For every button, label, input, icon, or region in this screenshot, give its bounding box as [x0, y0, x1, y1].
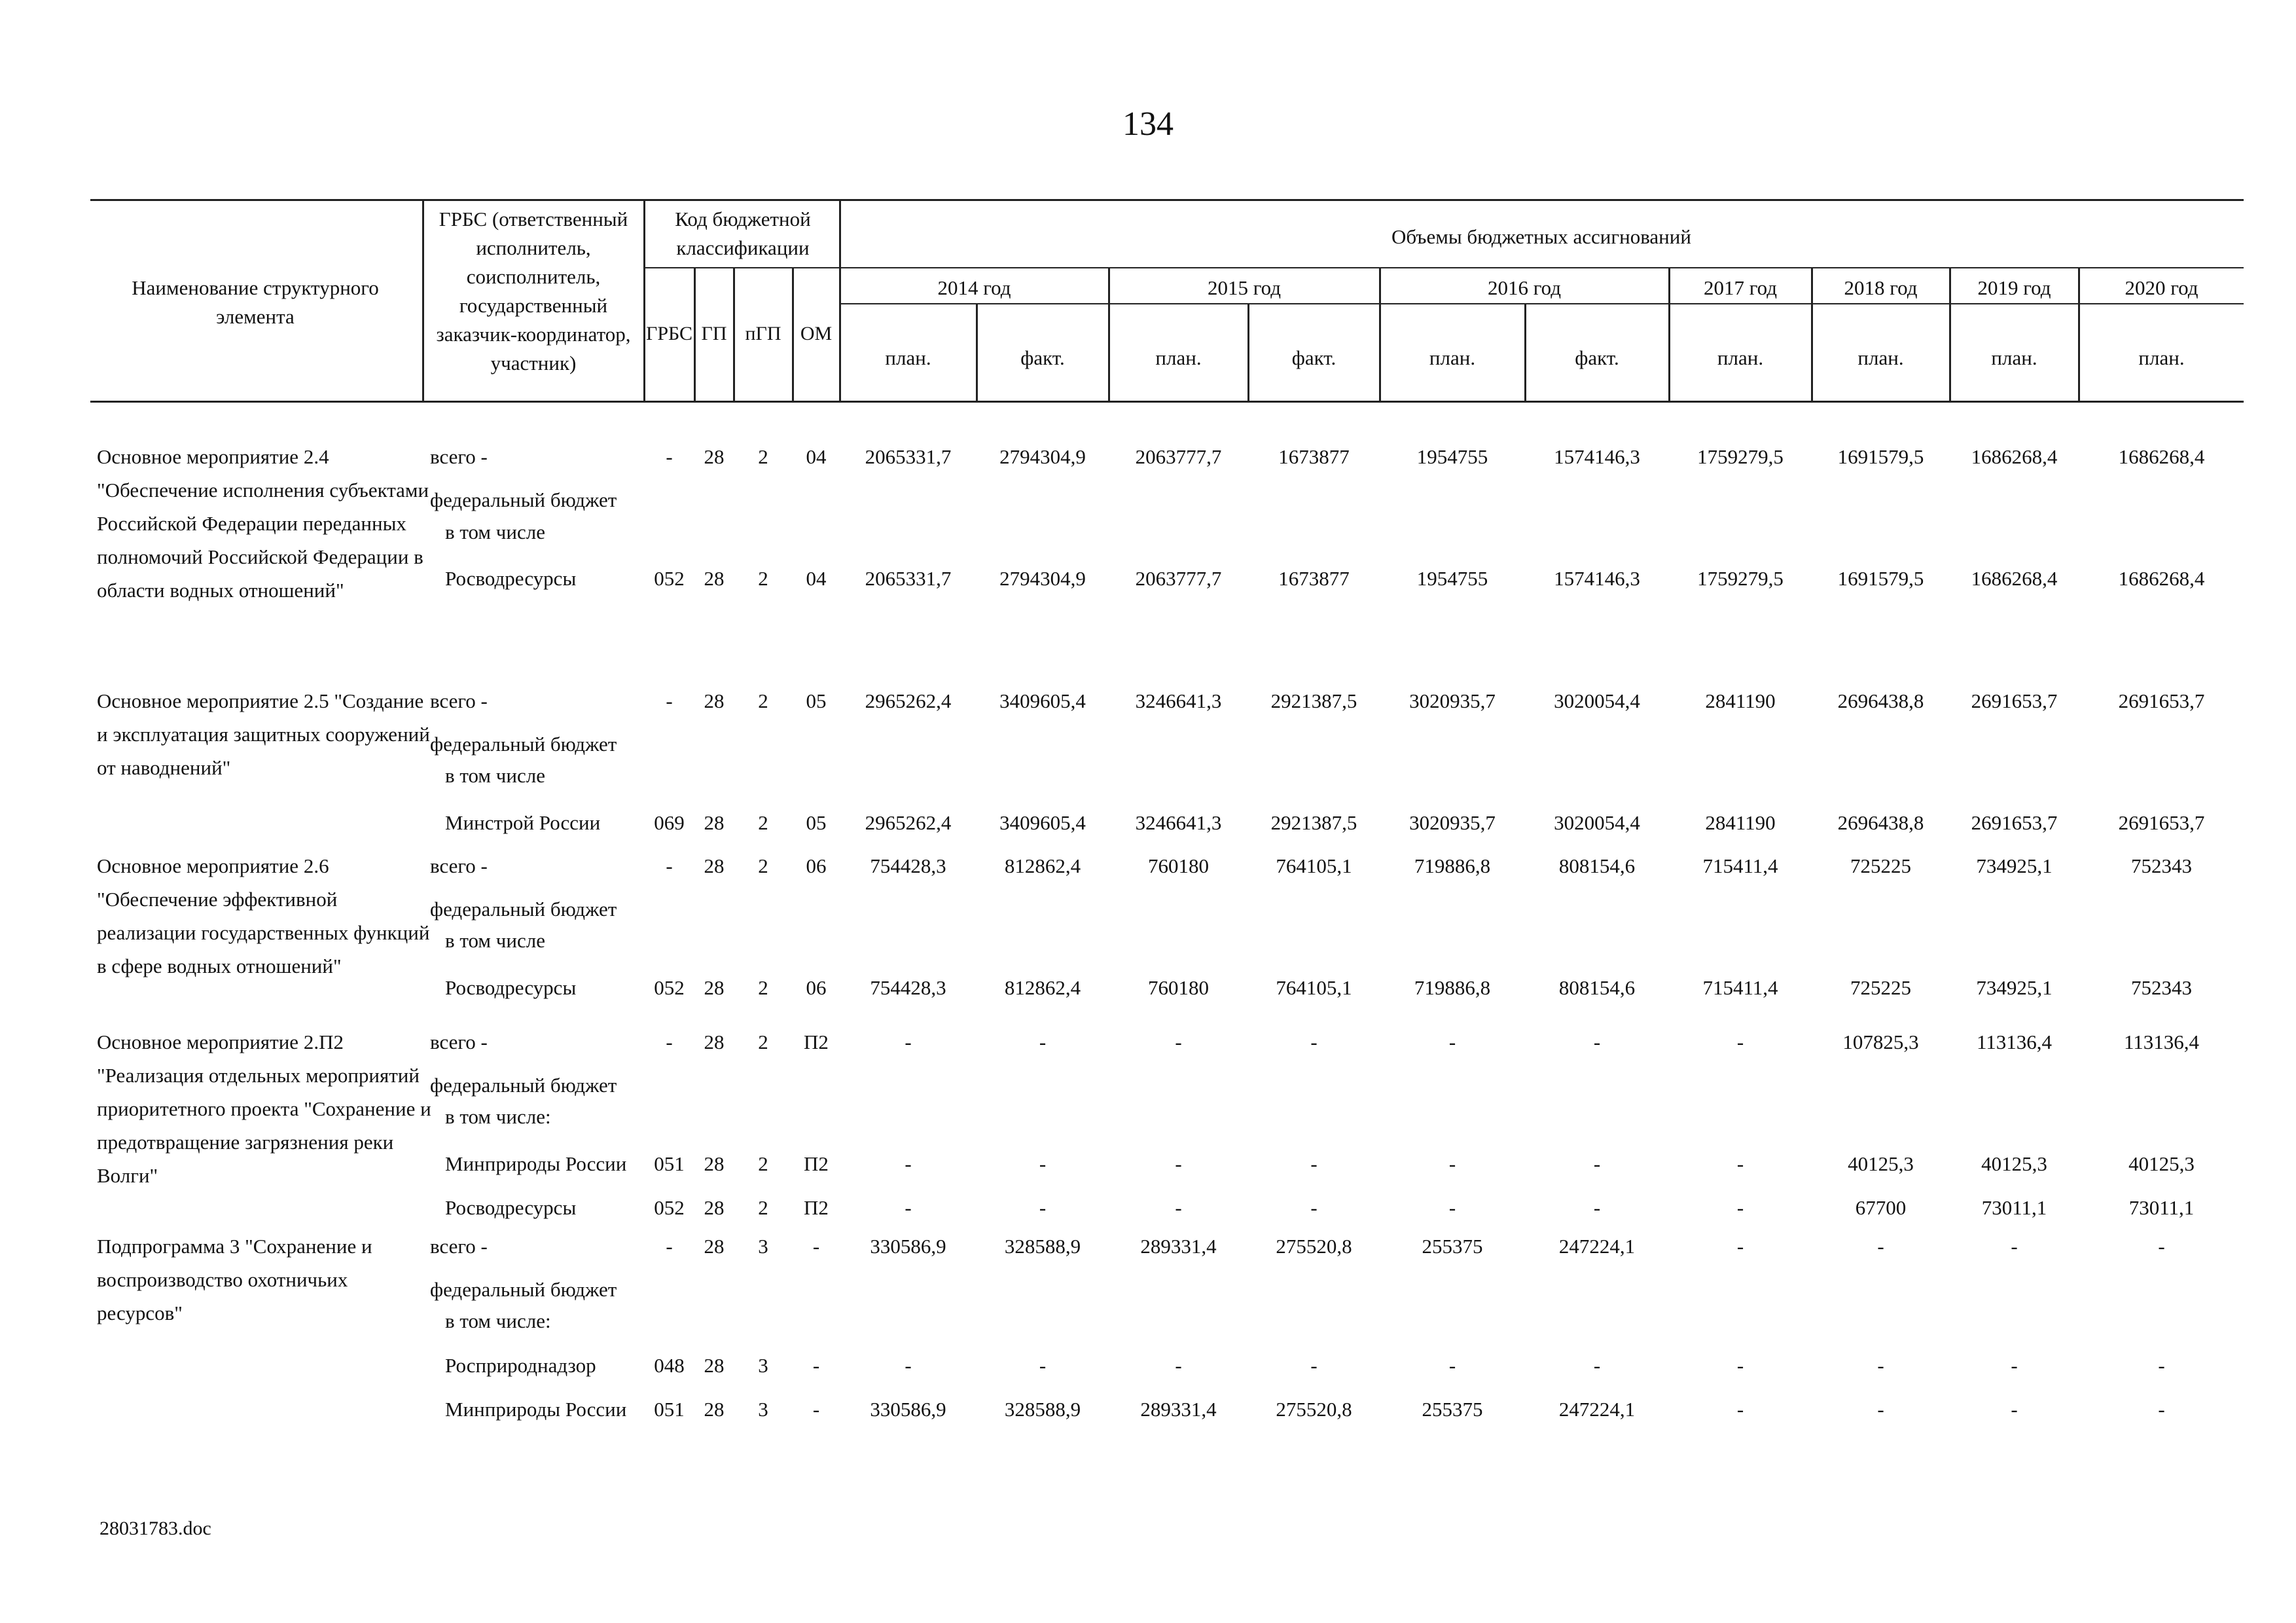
header-year-6: 2019 год	[1977, 276, 2051, 299]
code-cell: 28	[704, 1235, 725, 1258]
value-cell: 734925,1	[1976, 854, 2053, 877]
value-cell: 275520,8	[1276, 1398, 1352, 1421]
value-cell: 113136,4	[1976, 1030, 2053, 1053]
value-cell: 2921387,5	[1270, 811, 1357, 834]
value-cell: 2696438,8	[1837, 689, 1924, 712]
code-cell: -	[812, 1398, 820, 1421]
executor-label: Росводресурсы	[445, 1196, 577, 1219]
value-cell: 764105,1	[1276, 854, 1352, 877]
header-subcol-9: план.	[1991, 346, 2037, 369]
value-cell: 1759279,5	[1697, 567, 1784, 590]
page-number: 134	[1122, 105, 1174, 143]
value-cell: 275520,8	[1276, 1235, 1352, 1258]
value-cell: -	[2011, 1398, 2018, 1421]
value-cell: 255375	[1422, 1398, 1483, 1421]
value-cell: 40125,3	[1848, 1152, 1914, 1175]
value-cell: 2696438,8	[1837, 811, 1924, 834]
code-cell: 2	[758, 445, 768, 468]
value-cell: 3020054,4	[1554, 811, 1640, 834]
code-cell: 2	[758, 567, 768, 590]
value-cell: 113136,4	[2123, 1030, 2200, 1053]
value-cell: 2063777,7	[1135, 445, 1222, 468]
value-cell: 1686268,4	[2118, 567, 2205, 590]
total-label: всего -	[430, 1235, 488, 1258]
value-cell: -	[1310, 1196, 1318, 1219]
code-cell: 28	[704, 1354, 725, 1377]
code-cell: 05	[806, 811, 827, 834]
header-name-column: Наименование структурного элемента	[132, 276, 379, 328]
footer-filename: 28031783.doc	[99, 1518, 211, 1539]
executor-label: Росводресурсы	[445, 567, 577, 590]
table-row	[0, 1150, 2296, 1178]
code-cell: 069	[654, 811, 685, 834]
value-cell: -	[2011, 1354, 2018, 1377]
code-cell: -	[666, 1235, 673, 1258]
value-cell: 2691653,7	[2118, 689, 2205, 712]
code-cell: 2	[758, 1196, 768, 1219]
executor-label: Минстрой России	[445, 811, 601, 834]
code-cell: 06	[806, 976, 827, 999]
value-cell: 2794304,9	[999, 567, 1086, 590]
value-cell: -	[1877, 1235, 1884, 1258]
header-year-3: 2016 год	[1487, 276, 1562, 299]
value-cell: -	[1448, 1354, 1456, 1377]
value-cell: 67700	[1855, 1196, 1907, 1219]
value-cell: 1574146,3	[1554, 445, 1640, 468]
value-cell: 760180	[1148, 854, 1209, 877]
code-cell: 2	[758, 689, 768, 712]
value-cell: 812862,4	[1004, 854, 1081, 877]
value-cell: 2841190	[1705, 811, 1776, 834]
executor-label: Росводресурсы	[445, 976, 577, 999]
header-year-7: 2020 год	[2125, 276, 2198, 299]
code-cell: 28	[704, 689, 725, 712]
value-cell: -	[2158, 1398, 2165, 1421]
value-cell: 715411,4	[1702, 976, 1778, 999]
code-cell: -	[812, 1354, 820, 1377]
federal-budget-label: федеральный бюджет	[430, 733, 617, 756]
value-cell: 247224,1	[1558, 1398, 1636, 1421]
code-cell: 2	[758, 854, 768, 877]
value-cell: -	[1593, 1354, 1601, 1377]
value-cell: -	[1736, 1354, 1744, 1377]
header-code-group: Код бюджетной классификации	[675, 208, 811, 259]
header-subcol-2: факт.	[1020, 346, 1065, 369]
value-cell: 2065331,7	[865, 445, 952, 468]
value-cell: 719886,8	[1414, 854, 1491, 877]
code-cell: 28	[704, 854, 725, 877]
value-cell: -	[1175, 1030, 1182, 1053]
including-label: в том числе	[445, 929, 545, 952]
value-cell: 73011,1	[2128, 1196, 2195, 1219]
code-cell: 04	[806, 567, 827, 590]
code-cell: 052	[654, 567, 685, 590]
value-cell: -	[1039, 1354, 1047, 1377]
value-cell: 725225	[1850, 854, 1911, 877]
value-cell: 1574146,3	[1554, 567, 1640, 590]
header-subcol-7: план.	[1717, 346, 1764, 369]
value-cell: 760180	[1148, 976, 1209, 999]
value-cell: 2691653,7	[2118, 811, 2205, 834]
value-cell: 1954755	[1416, 445, 1488, 468]
code-group-rule	[643, 267, 840, 268]
code-cell: 05	[806, 689, 827, 712]
value-cell: 289331,4	[1140, 1398, 1217, 1421]
header-code-2: ГП	[701, 323, 727, 344]
value-cell: -	[1039, 1030, 1047, 1053]
code-cell: 3	[758, 1354, 768, 1377]
header-subcol-8: план.	[1857, 346, 1904, 369]
value-cell: -	[1310, 1030, 1318, 1053]
value-cell: 2921387,5	[1270, 689, 1357, 712]
code-cell: 28	[704, 976, 725, 999]
header-subcol-1: план.	[885, 346, 931, 369]
code-cell: -	[666, 854, 673, 877]
code-cell: 052	[654, 1196, 685, 1219]
value-cell: -	[2158, 1354, 2165, 1377]
value-cell: 3246641,3	[1135, 689, 1222, 712]
value-cell: -	[1039, 1196, 1047, 1219]
value-cell: 719886,8	[1414, 976, 1491, 999]
value-cell: 1954755	[1416, 567, 1488, 590]
value-cell: -	[905, 1196, 912, 1219]
value-cell: 328588,9	[1004, 1398, 1081, 1421]
value-cell: -	[1039, 1152, 1047, 1175]
value-cell: 1759279,5	[1697, 445, 1784, 468]
structural-element-name: Основное мероприятие 2.П2 "Реализация отдельных мероприятий приоритетного проекта "Сохранение и предотвращение загрязнения реки Волги"	[97, 1030, 431, 1187]
total-label: всего -	[430, 445, 488, 468]
value-cell: 734925,1	[1976, 976, 2053, 999]
value-cell: 107825,3	[1842, 1030, 1919, 1053]
value-cell: -	[1877, 1398, 1884, 1421]
table-row	[0, 1028, 2296, 1057]
code-cell: 2	[758, 1152, 768, 1175]
value-cell: 330586,9	[870, 1235, 946, 1258]
value-cell: -	[1448, 1030, 1456, 1053]
code-cell: 051	[654, 1152, 685, 1175]
table-row	[0, 1232, 2296, 1261]
value-cell: 754428,3	[870, 854, 946, 877]
executor-label: Росприроднадзор	[445, 1354, 596, 1377]
value-cell: 247224,1	[1558, 1235, 1636, 1258]
header-code-1: ГРБС	[645, 323, 693, 344]
value-cell: 2965262,4	[865, 689, 952, 712]
value-cell: 328588,9	[1004, 1235, 1081, 1258]
table-row	[0, 443, 2296, 471]
federal-budget-label: федеральный бюджет	[430, 1074, 617, 1097]
value-cell: -	[1736, 1235, 1744, 1258]
header-year-1: 2014 год	[937, 276, 1011, 299]
code-cell: 28	[704, 445, 725, 468]
code-cell: -	[666, 689, 673, 712]
code-cell: -	[666, 1030, 673, 1053]
value-cell: -	[1310, 1354, 1318, 1377]
header-year-4: 2017 год	[1703, 276, 1778, 299]
table-row	[0, 687, 2296, 716]
header-code-3: пГП	[745, 323, 781, 344]
table-top-rule	[90, 199, 2244, 201]
value-cell: 3020935,7	[1409, 689, 1496, 712]
federal-budget-label: федеральный бюджет	[430, 488, 617, 511]
value-cell: 289331,4	[1140, 1235, 1217, 1258]
value-cell: 2965262,4	[865, 811, 952, 834]
structural-element-name: Основное мероприятие 2.4 "Обеспечение исполнения субъектами Российской Федерации переданных полномочий Российской Федерации в области водных отношений"	[97, 445, 429, 602]
value-cell: 752343	[2131, 854, 2192, 877]
federal-budget-label: федеральный бюджет	[430, 1278, 617, 1301]
code-cell: П2	[804, 1196, 829, 1219]
value-cell: -	[2011, 1235, 2018, 1258]
value-cell: 3409605,4	[999, 811, 1086, 834]
value-cell: -	[1310, 1152, 1318, 1175]
including-label: в том числе:	[445, 1105, 551, 1128]
value-cell: 1673877	[1278, 445, 1350, 468]
value-cell: -	[2158, 1235, 2165, 1258]
including-label: в том числе	[445, 520, 545, 543]
total-label: всего -	[430, 854, 488, 877]
code-cell: 2	[758, 1030, 768, 1053]
value-cell: -	[1448, 1196, 1456, 1219]
value-cell: 764105,1	[1276, 976, 1352, 999]
value-cell: -	[1736, 1030, 1744, 1053]
value-cell: 715411,4	[1702, 854, 1778, 877]
value-cell: 2691653,7	[1971, 689, 2058, 712]
code-cell: 04	[806, 445, 827, 468]
value-cell: -	[1593, 1152, 1601, 1175]
including-label: в том числе:	[445, 1309, 551, 1332]
header-subcol-10: план.	[2138, 346, 2185, 369]
structural-element-name: Подпрограмма 3 "Сохранение и воспроизводство охотничьих ресурсов"	[97, 1235, 372, 1324]
value-cell: -	[1175, 1196, 1182, 1219]
executor-label: Минприроды России	[445, 1152, 627, 1175]
header-subcol-3: план.	[1155, 346, 1202, 369]
total-label: всего -	[430, 689, 488, 712]
value-cell: 73011,1	[1981, 1196, 2047, 1219]
value-cell: 812862,4	[1004, 976, 1081, 999]
value-cell: 1686268,4	[1971, 445, 2058, 468]
value-cell: 40125,3	[2128, 1152, 2195, 1175]
value-cell: 2841190	[1705, 689, 1776, 712]
value-cell: 2063777,7	[1135, 567, 1222, 590]
including-label: в том числе	[445, 764, 545, 787]
executor-label: Минприроды России	[445, 1398, 627, 1421]
total-label: всего -	[430, 1030, 488, 1053]
table-row	[0, 1194, 2296, 1222]
code-cell: 28	[704, 567, 725, 590]
federal-budget-label: федеральный бюджет	[430, 898, 617, 921]
table-row	[0, 1351, 2296, 1380]
value-cell: -	[1736, 1152, 1744, 1175]
col-rule	[643, 199, 645, 402]
code-cell: 3	[758, 1398, 768, 1421]
value-cell: -	[905, 1030, 912, 1053]
value-cell: 752343	[2131, 976, 2192, 999]
table-row	[0, 852, 2296, 881]
structural-element-name: Основное мероприятие 2.5 "Создание и эксплуатация защитных сооружений от наводнений"	[97, 689, 430, 779]
code-cell: 2	[758, 811, 768, 834]
value-cell: 255375	[1422, 1235, 1483, 1258]
value-cell: -	[1593, 1030, 1601, 1053]
subheader-rule	[839, 303, 2244, 304]
years-rule	[839, 267, 2244, 268]
code-cell: 28	[704, 1152, 725, 1175]
table-row	[0, 564, 2296, 593]
value-cell: 3020054,4	[1554, 689, 1640, 712]
value-cell: 754428,3	[870, 976, 946, 999]
code-cell: 28	[704, 1196, 725, 1219]
value-cell: -	[1736, 1398, 1744, 1421]
value-cell: -	[1593, 1196, 1601, 1219]
value-cell: 808154,6	[1558, 976, 1636, 999]
code-cell: -	[812, 1235, 820, 1258]
value-cell: -	[905, 1354, 912, 1377]
header-year-2: 2015 год	[1207, 276, 1282, 299]
header-year-5: 2018 год	[1844, 276, 1918, 299]
table-header-bottom-rule	[90, 401, 2244, 403]
code-cell: 28	[704, 811, 725, 834]
value-cell: -	[1448, 1152, 1456, 1175]
code-cell: 048	[654, 1354, 685, 1377]
code-cell: -	[666, 445, 673, 468]
value-cell: 330586,9	[870, 1398, 946, 1421]
header-subcol-6: факт.	[1575, 346, 1619, 369]
value-cell: -	[1175, 1152, 1182, 1175]
header-subcol-5: план.	[1429, 346, 1476, 369]
code-cell: П2	[804, 1152, 829, 1175]
value-cell: 3020935,7	[1409, 811, 1496, 834]
value-cell: 2065331,7	[865, 567, 952, 590]
code-cell: 3	[758, 1235, 768, 1258]
value-cell: 1686268,4	[1971, 567, 2058, 590]
header-volumes: Объемы бюджетных ассигнований	[1391, 225, 1691, 248]
value-cell: -	[1877, 1354, 1884, 1377]
code-cell: 051	[654, 1398, 685, 1421]
value-cell: 3246641,3	[1135, 811, 1222, 834]
code-cell: 2	[758, 976, 768, 999]
value-cell: 1673877	[1278, 567, 1350, 590]
value-cell: 2691653,7	[1971, 811, 2058, 834]
header-grbs-column: ГРБС (ответственный исполнитель, соисполнитель, государственный заказчик-координатор, участник)	[436, 208, 631, 374]
value-cell: -	[905, 1152, 912, 1175]
value-cell: 40125,3	[1981, 1152, 2047, 1175]
value-cell: 1691579,5	[1837, 445, 1924, 468]
value-cell: 3409605,4	[999, 689, 1086, 712]
value-cell: 725225	[1850, 976, 1911, 999]
value-cell: 808154,6	[1558, 854, 1636, 877]
value-cell: 1686268,4	[2118, 445, 2205, 468]
code-cell: 06	[806, 854, 827, 877]
value-cell: 1691579,5	[1837, 567, 1924, 590]
table-row	[0, 974, 2296, 1002]
value-cell: 2794304,9	[999, 445, 1086, 468]
code-cell: 28	[704, 1030, 725, 1053]
code-cell: 052	[654, 976, 685, 999]
header-subcol-4: факт.	[1291, 346, 1336, 369]
structural-element-name: Основное мероприятие 2.6 "Обеспечение эффективной реализации государственных функций в сфере водных отношений"	[97, 854, 430, 977]
value-cell: -	[1736, 1196, 1744, 1219]
code-cell: П2	[804, 1030, 829, 1053]
value-cell: -	[1175, 1354, 1182, 1377]
table-row	[0, 1395, 2296, 1424]
table-row	[0, 809, 2296, 837]
header-code-4: ОМ	[800, 323, 833, 344]
code-cell: 28	[704, 1398, 725, 1421]
